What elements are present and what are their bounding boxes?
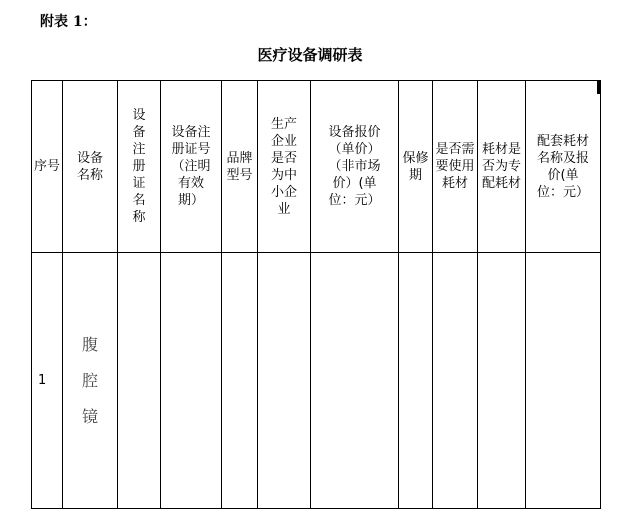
- header-registration-no: 设备注册证号（注明有效期）: [161, 81, 222, 253]
- cell-dedicated-consumables[interactable]: [478, 253, 526, 509]
- header-seq: 序号: [32, 81, 63, 253]
- cell-seq[interactable]: 1: [32, 253, 63, 509]
- header-warranty: 保修期: [399, 81, 433, 253]
- cell-brand-model[interactable]: [222, 253, 258, 509]
- cell-need-consumables[interactable]: [433, 253, 478, 509]
- page-title: 医疗设备调研表: [257, 46, 363, 64]
- cell-sme[interactable]: [258, 253, 311, 509]
- appendix-label: 附表 1：: [40, 14, 97, 30]
- header-registration-name: 设备注册证名称: [118, 81, 161, 253]
- cell-registration-name[interactable]: [118, 253, 161, 509]
- header-consumable-price: 配套耗材名称及报价(单位：元）: [526, 81, 601, 253]
- header-need-consumables: 是否需要使用耗材: [433, 81, 478, 253]
- cell-device-name[interactable]: 腹腔镜: [63, 253, 118, 509]
- table-header-row: [32, 81, 601, 253]
- cell-warranty[interactable]: [399, 253, 433, 509]
- header-brand-model: 品牌型号: [222, 81, 258, 253]
- cell-registration-no[interactable]: [161, 253, 222, 509]
- cell-consumable-price[interactable]: [526, 253, 601, 509]
- header-device-name: 设备名称: [63, 81, 118, 253]
- header-price: 设备报价（单价）（非市场价）(单位：元）: [311, 81, 399, 253]
- survey-table: [31, 80, 601, 509]
- table-row: [32, 253, 601, 509]
- header-sme: 生产企业是否为中小企业: [258, 81, 311, 253]
- header-dedicated-consumables: 耗材是否为专配耗材: [478, 81, 526, 253]
- cell-price[interactable]: [311, 253, 399, 509]
